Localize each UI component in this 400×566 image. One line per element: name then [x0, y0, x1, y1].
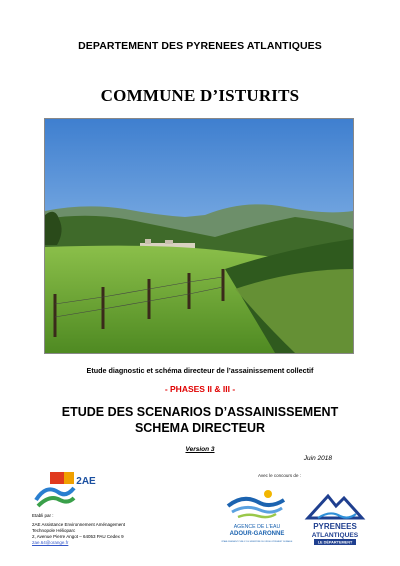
study-subtitle: Etude diagnostic et schéma directeur de l’assainissement collectif — [86, 366, 314, 375]
document-date: Juin 2018 — [303, 455, 332, 462]
agence-adour-garonne-logo — [218, 484, 296, 550]
established-by-label: Etabli par : — [32, 513, 54, 518]
author-line2: Technopole Hélioparc — [32, 528, 76, 533]
author-email-link[interactable]: 2ae.64@orange.fr — [32, 540, 69, 545]
author-line1: 2AE Assistance Environnement Aménagement — [32, 522, 126, 527]
agency-line1: AGENCE DE L'EAU — [233, 524, 281, 530]
agency-tagline: ÉTABLISSEMENT PUBLIC DU MINISTÈRE DU DÉVELOPPEMENT DURABLE — [221, 541, 293, 543]
author-address — [32, 522, 125, 546]
dept-logo-line3: LE DÉPARTEMENT — [317, 540, 353, 545]
commune-title: COMMUNE D’ISTURITS — [100, 86, 300, 105]
study-title-line2: SCHEMA DIRECTEUR — [134, 421, 266, 435]
author-line3: 2, Avenue Pierre Angot – 64053 PAU Cedex 9 — [32, 534, 124, 539]
study-title-line1: ETUDE DES SCENARIOS D’ASSAINISSEMENT — [61, 405, 339, 419]
version-label: Version 3 — [185, 446, 215, 453]
agency-line2: ADOUR-GARONNE — [229, 531, 285, 537]
concours-label: Avec le concours de : — [258, 473, 301, 478]
phases-label: - PHASES II & III - — [164, 384, 236, 394]
2ae-logo-text: 2AE — [76, 476, 96, 487]
dept-logo-line1: PYRENEES — [313, 522, 357, 531]
2ae-logo — [34, 470, 98, 510]
dept-logo-line2: ATLANTIQUES — [311, 532, 359, 539]
pyrenees-atlantiques-logo — [300, 488, 370, 548]
department-title: DEPARTEMENT DES PYRENEES ATLANTIQUES — [78, 40, 322, 52]
landscape-photo — [44, 118, 354, 354]
